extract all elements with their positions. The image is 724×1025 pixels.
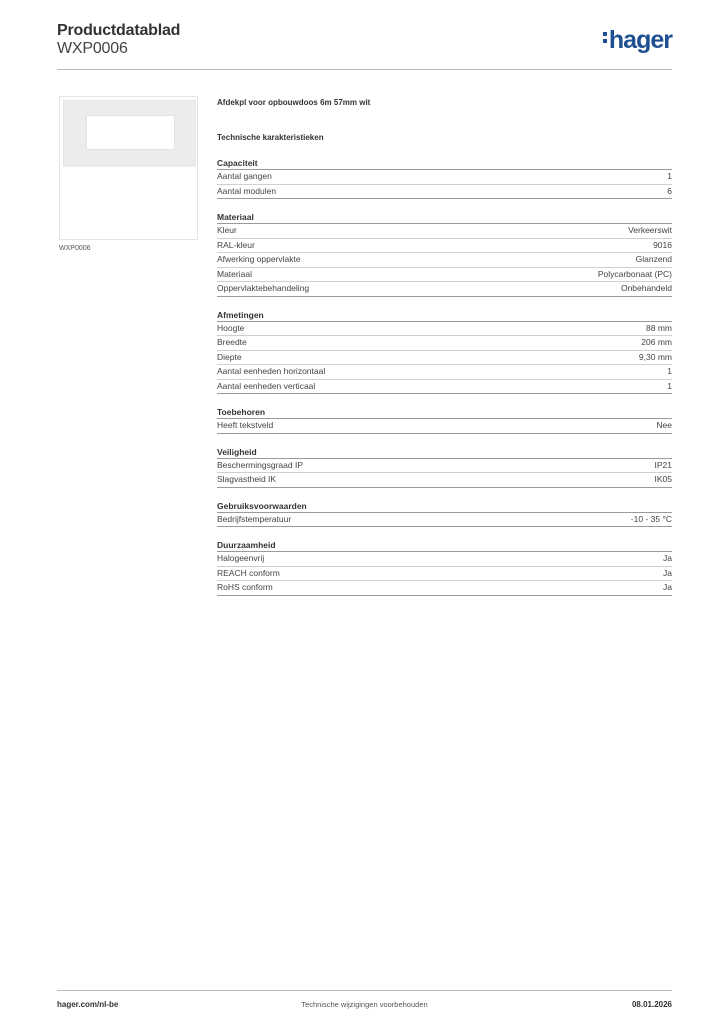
spec-value: Ja — [663, 567, 672, 578]
spec-row — [217, 282, 672, 297]
spec-value: Polycarbonaat (PC) — [597, 268, 672, 279]
spec-label: Oppervlaktebehandeling — [217, 283, 310, 293]
spec-section — [217, 446, 672, 488]
spec-row — [217, 459, 672, 474]
section-title: Afmetingen — [217, 309, 672, 322]
footer-notice: Technische wijzigingen voorbehouden — [301, 1000, 428, 1009]
spec-value: 206 mm — [641, 337, 672, 347]
spec-section — [217, 157, 672, 199]
spec-row — [217, 239, 672, 254]
spec-row — [217, 473, 672, 488]
spec-row — [217, 170, 672, 185]
spec-row — [217, 322, 672, 337]
spec-label: Aantal modulen — [217, 185, 277, 196]
section-title: Gebruiksvoorwaarden — [217, 500, 672, 513]
spec-section — [217, 539, 672, 596]
spec-row — [217, 351, 672, 366]
spec-row — [217, 224, 672, 239]
plate-opening — [86, 115, 175, 150]
spec-label: Breedte — [217, 337, 247, 347]
spec-row — [217, 253, 672, 268]
spec-value: -10 - 35 °C — [630, 513, 672, 524]
spec-row — [217, 380, 672, 395]
spec-value: Ja — [663, 582, 672, 592]
spec-label: REACH conform — [217, 567, 280, 578]
spec-value: IK05 — [654, 474, 672, 484]
spec-label: RAL-kleur — [217, 239, 255, 250]
spec-label: Aantal eenheden horizontaal — [217, 366, 326, 376]
spec-sections — [217, 157, 672, 596]
spec-label: Heeft tekstveld — [217, 420, 274, 430]
section-title: Materiaal — [217, 211, 672, 224]
spec-row — [217, 419, 672, 434]
spec-value: 6 — [667, 185, 672, 196]
spec-label: Beschermingsgraad IP — [217, 459, 303, 470]
logo-dots-icon — [603, 32, 607, 43]
spec-value: Onbehandeld — [620, 283, 672, 293]
section-title: Toebehoren — [217, 406, 672, 419]
spec-value: 9,30 mm — [638, 351, 672, 362]
spec-value: IP21 — [654, 459, 672, 470]
spec-row — [217, 336, 672, 351]
spec-section — [217, 500, 672, 528]
product-description: Afdekpl voor opbouwdoos 6m 57mm wit — [217, 98, 371, 107]
document-title: Productdatablad — [57, 22, 181, 39]
spec-row — [217, 185, 672, 200]
spec-value: 1 — [667, 366, 672, 376]
spec-section — [217, 211, 672, 297]
spec-label: Diepte — [217, 351, 242, 362]
spec-value: 1 — [667, 380, 672, 391]
spec-row — [217, 567, 672, 582]
spec-value: Ja — [663, 553, 672, 563]
product-code: WXP0006 — [57, 40, 128, 57]
footer-url: hager.com/nl-be — [57, 1000, 119, 1009]
image-caption: WXP0006 — [59, 245, 91, 252]
spec-value: 88 mm — [646, 322, 672, 333]
spec-label: Hoogte — [217, 322, 245, 333]
spec-section — [217, 309, 672, 395]
tech-heading: Technische karakteristieken — [217, 133, 324, 142]
section-title: Duurzaamheid — [217, 539, 672, 552]
hager-logo — [603, 28, 672, 53]
section-title: Veiligheid — [217, 446, 672, 459]
spec-value: 9016 — [653, 239, 672, 250]
spec-label: Slagvastheid IK — [217, 474, 277, 484]
section-title: Capaciteit — [217, 157, 672, 170]
spec-section — [217, 406, 672, 434]
spec-row — [217, 268, 672, 283]
spec-row — [217, 552, 672, 567]
spec-label: Aantal eenheden verticaal — [217, 380, 316, 391]
spec-label: Materiaal — [217, 268, 252, 279]
spec-label: Bedrijfstemperatuur — [217, 513, 292, 524]
spec-value: Verkeerswit — [628, 225, 672, 235]
page-footer — [57, 990, 672, 1025]
spec-content — [217, 96, 672, 596]
cover-plate-illustration — [63, 100, 196, 166]
spec-label: RoHS conform — [217, 582, 273, 592]
spec-row — [217, 581, 672, 596]
spec-value: Nee — [656, 420, 672, 430]
spec-label: Halogeenvrij — [217, 553, 265, 563]
spec-label: Aantal gangen — [217, 171, 272, 181]
spec-value: 1 — [667, 171, 672, 181]
footer-date: 08.01.2026 — [631, 1000, 672, 1009]
spec-row — [217, 513, 672, 528]
product-image — [59, 96, 198, 240]
spec-label: Afwerking oppervlakte — [217, 254, 301, 264]
page-header — [57, 20, 672, 70]
spec-value: Glanzend — [635, 254, 672, 264]
logo-wordmark: hager — [608, 26, 672, 54]
spec-label: Kleur — [217, 225, 237, 235]
spec-row — [217, 365, 672, 380]
